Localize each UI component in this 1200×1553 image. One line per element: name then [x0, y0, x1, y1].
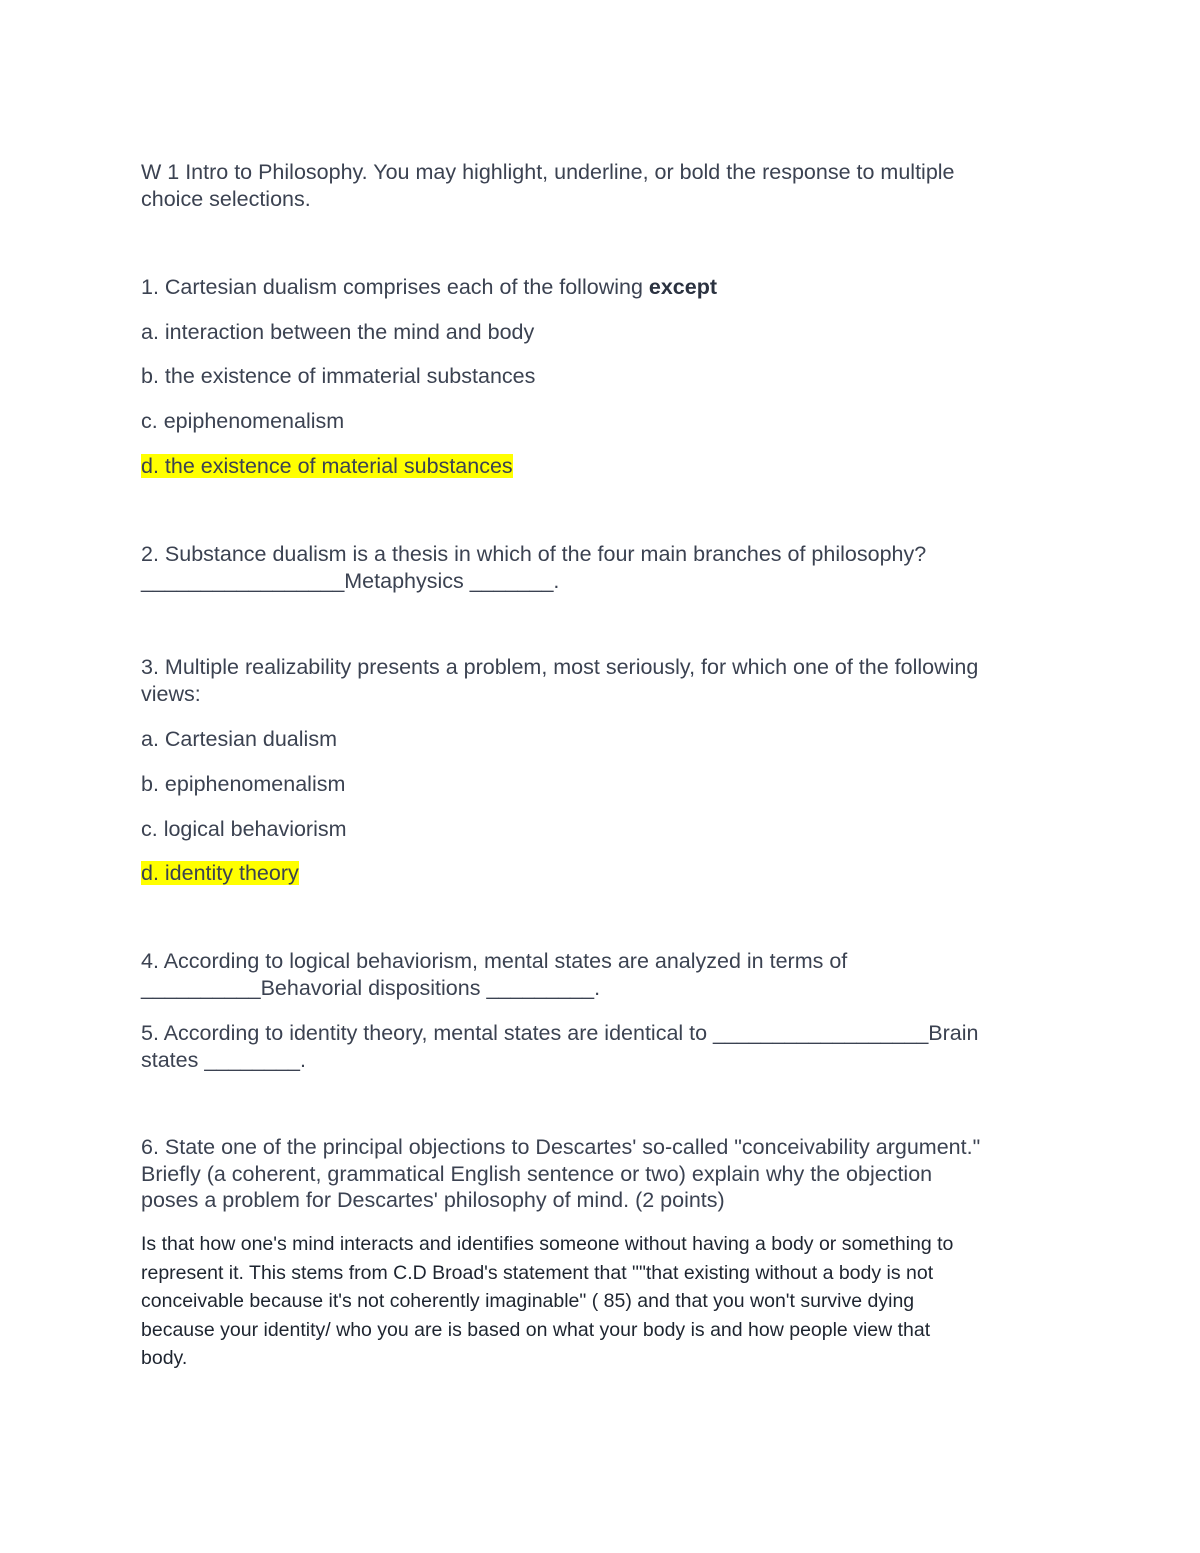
question-3-option-d [141, 860, 299, 887]
question-1-emphasis: except [648, 275, 718, 299]
question-3-selected-answer: d. identity theory [141, 861, 299, 885]
question-3-line-2: views: [141, 682, 201, 706]
answer-line-5: body. [141, 1347, 188, 1369]
answer-line-2: represent it. This stems from C.D Broad's statement that ""that existing without a body is not [141, 1261, 934, 1284]
question-2-answer-line: _________________Metaphysics _______. [141, 569, 560, 593]
question-3-line-1: 3. Multiple realizability presents a problem, most seriously, for which one of the following [141, 655, 979, 679]
question-1-option-c: c. epiphenomenalism [141, 409, 345, 433]
question-3-option-a: a. Cartesian dualism [141, 727, 337, 751]
question-1-selected-answer: d. the existence of material substances [141, 454, 513, 478]
question-1-stem [141, 274, 717, 301]
question-6-answer [141, 1230, 1056, 1373]
question-6-line-2: Briefly (a coherent, grammatical English sentence or two) explain why the objection [141, 1162, 933, 1186]
answer-line-1: Is that how one's mind interacts and identifies someone without having a body or something to [141, 1233, 954, 1255]
question-1-option-a: a. interaction between the mind and body [141, 320, 535, 344]
question-5-line-1: 5. According to identity theory, mental states are identical to __________________Brain [141, 1021, 979, 1045]
question-2-line-1: 2. Substance dualism is a thesis in which of the four main branches of philosophy? [141, 542, 927, 566]
question-4-answer-line: __________Behavorial dispositions _________. [141, 976, 601, 1000]
question-6-line-3: poses a problem for Descartes' philosophy of mind. (2 points) [141, 1188, 725, 1212]
question-3-option-c: c. logical behaviorism [141, 817, 347, 841]
intro-line-2: choice selections. [141, 187, 311, 211]
question-5-answer-line: states ________. [141, 1048, 306, 1072]
question-1-option-d [141, 453, 513, 480]
question-3-option-b: b. epiphenomenalism [141, 772, 346, 796]
question-1-option-b: b. the existence of immaterial substances [141, 364, 536, 388]
question-4-line-1: 4. According to logical behaviorism, mental states are analyzed in terms of [141, 949, 848, 973]
answer-line-3: conceivable because it's not coherently imaginable" ( 85) and that you won't survive dying [141, 1290, 915, 1312]
question-1-text: 1. Cartesian dualism comprises each of the following [141, 275, 649, 299]
question-6-line-1: 6. State one of the principal objections to Descartes' so-called "conceivability argument." [141, 1135, 981, 1159]
intro-line-1: W 1 Intro to Philosophy. You may highlight, underline, or bold the response to multiple [141, 160, 955, 184]
answer-line-4: because your identity/ who you are is based on what your body is and how people view that [141, 1318, 931, 1341]
